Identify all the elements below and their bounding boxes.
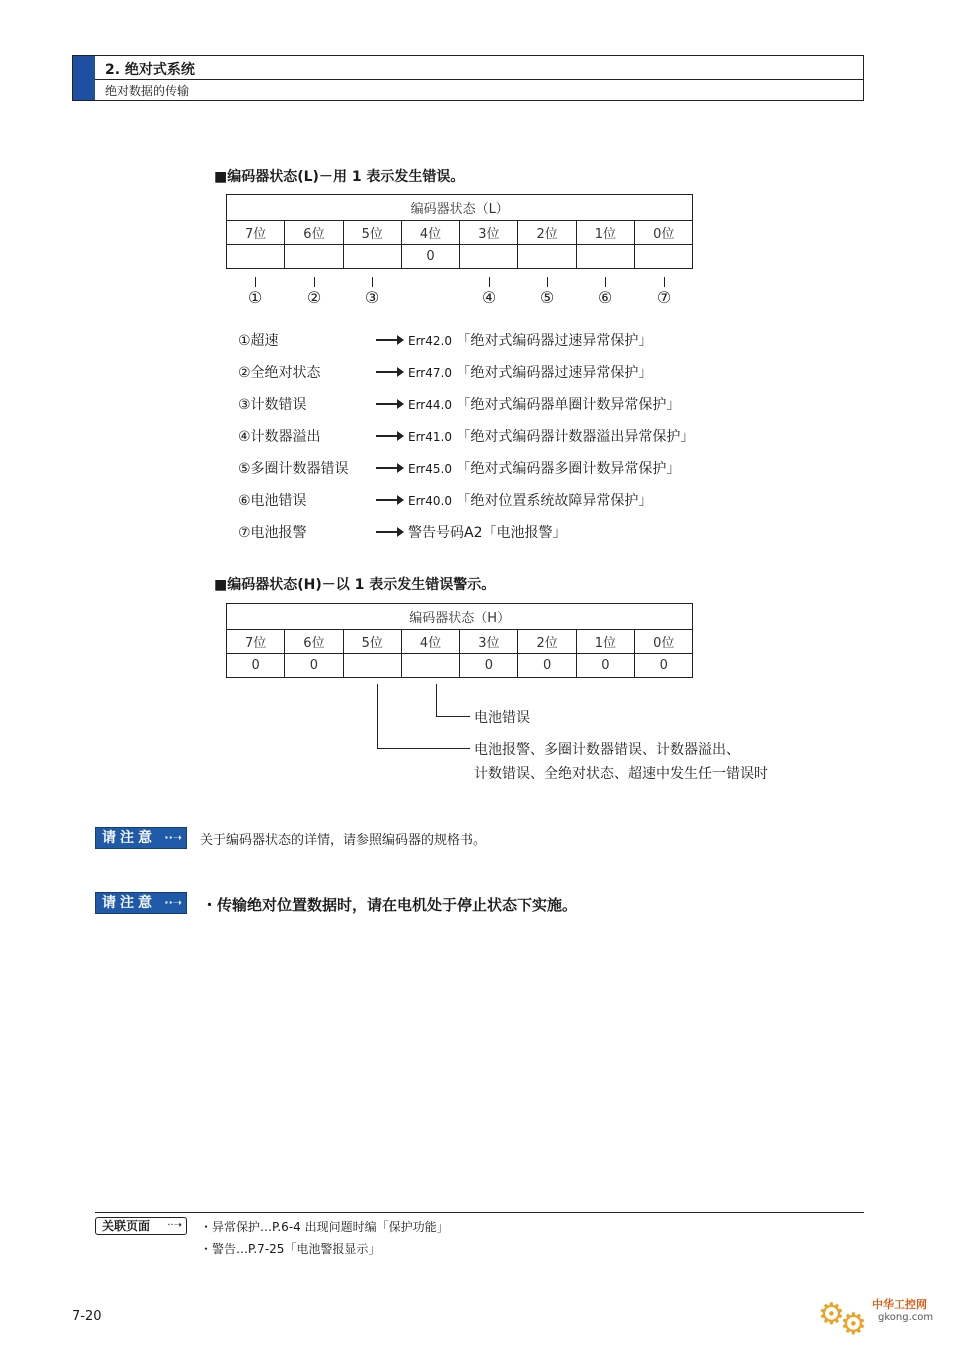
error-desc: 「绝对位置系统故障异常保护」 bbox=[456, 493, 653, 509]
section-header bbox=[72, 55, 864, 101]
caution-label: 请注意 bbox=[102, 895, 156, 911]
bit-value: 0 bbox=[635, 654, 693, 678]
list-item bbox=[238, 392, 758, 424]
note-encoder-spec: 关于编码器状态的详情，请参照编码器的规格书。 bbox=[200, 833, 487, 848]
arrow-right-icon bbox=[376, 467, 398, 469]
caution-badge bbox=[95, 892, 187, 914]
bit-header: 0位 bbox=[635, 630, 693, 654]
header-divider bbox=[95, 79, 863, 80]
error-desc: 「绝对式编码器单圈计数异常保护」 bbox=[456, 397, 681, 413]
related-link[interactable]: ・警告…P.7-25「电池警报显示」 bbox=[200, 1242, 381, 1256]
header-subtitle: 绝对数据的传输 bbox=[105, 84, 190, 98]
dots-arrow-icon: ··➝ bbox=[167, 1220, 182, 1231]
arrow-right-icon bbox=[376, 371, 398, 373]
bit-header: 3位 bbox=[460, 221, 518, 245]
list-item bbox=[238, 520, 758, 552]
bit-value bbox=[518, 245, 576, 269]
bit-header: 7位 bbox=[227, 221, 285, 245]
marker-tick bbox=[489, 277, 490, 287]
marker-3: ③ bbox=[364, 288, 380, 307]
arrow-right-icon bbox=[376, 435, 398, 437]
bit5-note-line1: 电池报警、多圈计数器错误、计数器溢出、 bbox=[474, 742, 740, 758]
list-item bbox=[238, 456, 758, 488]
error-code: Err40.0 bbox=[408, 494, 452, 508]
error-code: Err47.0 bbox=[408, 366, 452, 380]
bit-value bbox=[401, 654, 459, 678]
bit-header: 1位 bbox=[576, 630, 634, 654]
encoder-status-low-title: ■编码器状态(L)－用 1 表示发生错误。 bbox=[214, 169, 465, 185]
error-label: ②全绝对状态 bbox=[238, 365, 321, 381]
header-accent-bar bbox=[73, 56, 95, 100]
header-title: 2. 绝对式系统 bbox=[105, 62, 195, 78]
bit-value bbox=[343, 654, 401, 678]
arrow-right-icon bbox=[376, 531, 398, 533]
connector-line bbox=[377, 748, 470, 749]
arrow-right-icon bbox=[376, 403, 398, 405]
error-result bbox=[408, 458, 680, 478]
marker-tick bbox=[547, 277, 548, 287]
marker-5: ⑤ bbox=[539, 288, 555, 307]
watermark-line2: gkong.com bbox=[878, 1312, 934, 1323]
bit-value: 0 bbox=[460, 654, 518, 678]
footer-divider bbox=[95, 1212, 864, 1213]
list-item bbox=[238, 360, 758, 392]
marker-1: ① bbox=[247, 288, 263, 307]
table-title: 编码器状态（L） bbox=[227, 195, 693, 221]
connector-line bbox=[377, 684, 378, 748]
bit-header: 5位 bbox=[343, 630, 401, 654]
table-title: 编码器状态（H） bbox=[227, 604, 693, 630]
marker-6: ⑥ bbox=[597, 288, 613, 307]
page-number: 7-20 bbox=[72, 1309, 102, 1324]
watermark-logo bbox=[818, 1290, 948, 1340]
bit-header: 0位 bbox=[635, 221, 693, 245]
error-desc: 「绝对式编码器过速异常保护」 bbox=[456, 333, 653, 349]
bit4-note: 电池错误 bbox=[474, 710, 530, 726]
bit-header: 4位 bbox=[401, 630, 459, 654]
marker-tick bbox=[372, 277, 373, 287]
marker-tick bbox=[255, 277, 256, 287]
error-result bbox=[408, 362, 652, 382]
error-label: ⑥电池错误 bbox=[238, 493, 307, 509]
error-desc: 「绝对式编码器计数器溢出异常保护」 bbox=[456, 429, 695, 445]
error-label: ③计数错误 bbox=[238, 397, 307, 413]
bit-header: 6位 bbox=[285, 630, 343, 654]
bit5-note-line2: 计数错误、全绝对状态、超速中发生任一错误时 bbox=[474, 766, 768, 782]
error-code: Err44.0 bbox=[408, 398, 452, 412]
caution-badge bbox=[95, 827, 187, 849]
related-pages-label: 关联页面 bbox=[102, 1219, 151, 1233]
bit-header: 6位 bbox=[285, 221, 343, 245]
note-stop-state: ・传输绝对位置数据时，请在电机处于停止状态下实施。 bbox=[202, 896, 578, 914]
error-desc: 警告号码A2「电池报警」 bbox=[408, 525, 567, 541]
dots-arrow-icon: ··➝ bbox=[164, 831, 182, 844]
gear-icon: ⚙ bbox=[840, 1307, 867, 1342]
bit-value: 0 bbox=[518, 654, 576, 678]
caution-label: 请注意 bbox=[102, 830, 156, 846]
error-desc: 「绝对式编码器过速异常保护」 bbox=[456, 365, 653, 381]
error-label: ⑦电池报警 bbox=[238, 525, 307, 541]
dots-arrow-icon: ··➝ bbox=[164, 896, 182, 909]
encoder-status-high-table bbox=[226, 603, 693, 678]
error-label: ⑤多圈计数器错误 bbox=[238, 461, 349, 477]
bit-header: 1位 bbox=[576, 221, 634, 245]
marker-4: ④ bbox=[481, 288, 497, 307]
error-code: Err41.0 bbox=[408, 430, 452, 444]
connector-line bbox=[436, 716, 470, 717]
arrow-right-icon bbox=[376, 499, 398, 501]
error-label: ①超速 bbox=[238, 333, 279, 349]
error-result bbox=[408, 522, 566, 542]
error-mapping-list bbox=[238, 328, 758, 552]
bit-header: 2位 bbox=[518, 221, 576, 245]
error-result bbox=[408, 330, 652, 350]
list-item bbox=[238, 328, 758, 360]
list-item bbox=[238, 424, 758, 456]
bit-value bbox=[460, 245, 518, 269]
bit-value bbox=[576, 245, 634, 269]
related-pages-box bbox=[95, 1217, 187, 1235]
marker-tick bbox=[664, 277, 665, 287]
error-result bbox=[408, 394, 680, 414]
bit-header: 2位 bbox=[518, 630, 576, 654]
list-item bbox=[238, 488, 758, 520]
watermark-line1: 中华工控网 bbox=[872, 1298, 927, 1311]
error-desc: 「绝对式编码器多圈计数异常保护」 bbox=[456, 461, 681, 477]
bit-header: 4位 bbox=[401, 221, 459, 245]
error-result bbox=[408, 426, 694, 446]
marker-tick bbox=[605, 277, 606, 287]
bit-value: 0 bbox=[285, 654, 343, 678]
bit-header: 7位 bbox=[227, 630, 285, 654]
encoder-status-high-title: ■编码器状态(H)－以 1 表示发生错误警示。 bbox=[214, 577, 496, 593]
marker-tick bbox=[314, 277, 315, 287]
error-code: Err42.0 bbox=[408, 334, 452, 348]
bit-value bbox=[343, 245, 401, 269]
bit-header: 5位 bbox=[343, 221, 401, 245]
bit-value bbox=[635, 245, 693, 269]
error-label: ④计数器溢出 bbox=[238, 429, 321, 445]
marker-2: ② bbox=[306, 288, 322, 307]
error-result bbox=[408, 490, 652, 510]
connector-line bbox=[436, 684, 437, 716]
bit-header: 3位 bbox=[460, 630, 518, 654]
arrow-right-icon bbox=[376, 339, 398, 341]
encoder-status-low-table bbox=[226, 194, 693, 269]
bit-value bbox=[285, 245, 343, 269]
bit-value: 0 bbox=[401, 245, 459, 269]
bit-value: 0 bbox=[227, 654, 285, 678]
gear-icon: ⚙ bbox=[818, 1297, 845, 1332]
bit-value: 0 bbox=[576, 654, 634, 678]
bit-value bbox=[227, 245, 285, 269]
error-code: Err45.0 bbox=[408, 462, 452, 476]
marker-7: ⑦ bbox=[656, 288, 672, 307]
related-link[interactable]: ・异常保护…P.6-4 出现问题时编「保护功能」 bbox=[200, 1220, 449, 1234]
